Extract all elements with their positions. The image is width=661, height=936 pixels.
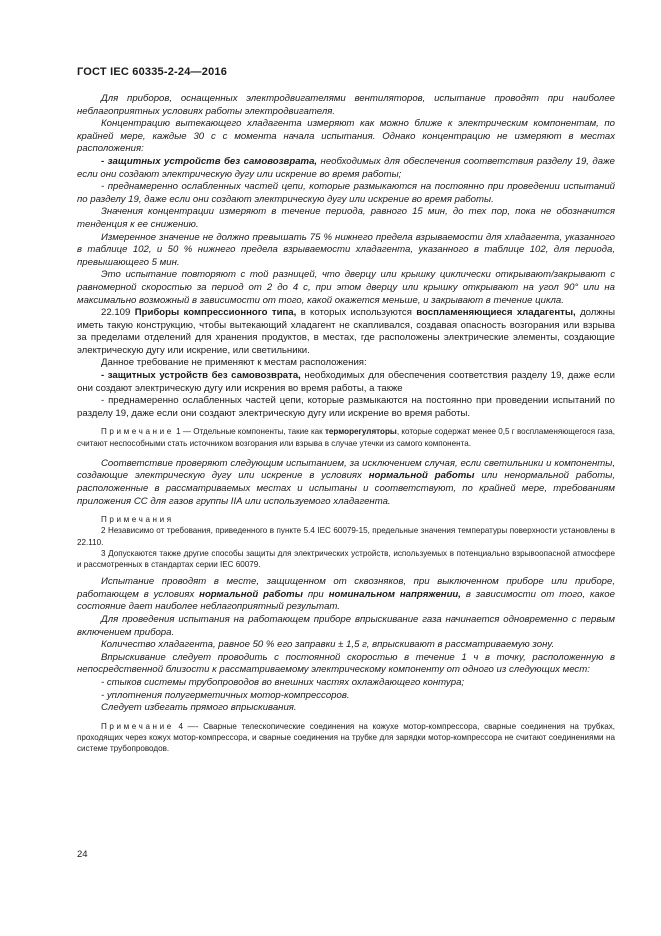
- note-1: Примечание 1 — Отдельные компоненты, такие как терморегуляторы, которые содержат менее 0,5 г воспламеняющегося газа, считают неспособными стать источником возгорания или взрыва в случае утечки из самого компонента.: [77, 427, 615, 448]
- paragraph-gas-injection-start: Для проведения испытания на работающем приборе впрыскивание газа начинается одновременно с первым включением прибора.: [77, 614, 615, 638]
- paragraph-measured-value: Измеренное значение не должно превышать 75 % нижнего предела взрываемости для хладагента, указанного в таблице 102, и 50 % нижнего предела взрываемости хладагента, указанного в таблице 102, для периода, превышающего 5 мин.: [77, 231, 615, 268]
- note-2: 2 Независимо от требования, приведенного в пункте 5.4 IEC 60079-15, предельные значения температуры поверхности установлены в 22.110.: [77, 526, 615, 547]
- clause-number: 22.109: [101, 307, 135, 319]
- paragraph-door-cycle: Это испытание повторяют с той разницей, что дверцу или крышку циклически открывают/закрывают с равномерной скоростью за период от 2 до 4 с, при этом дверцу или крышку открывают на угол 90° или на максимально возможный в зависимости от того, какой окажется меньше, и закрывают в течение цикла.: [77, 269, 615, 306]
- page-number: 24: [77, 849, 88, 860]
- clause-22-109: 22.109 Приборы компрессионного типа, в которых используются воспламеняющиеся хладагенты, должны иметь такую конструкцию, чтобы вытекающий хладагент не скапливался, создавая опасность возгорания или взрыва за пределами отделений для хранения продуктов, в местах, где расположены электрические элементы, создающие электрическую дугу или искрение, или светильники.: [77, 307, 615, 356]
- list-item-weakened-parts: - преднамеренно ослабленных частей цепи, которые размыкаются на постоянно при проведении испытаний по разделу 19, даже если они создают электрическую дугу или искрение во время работы.: [77, 181, 615, 205]
- note-4: Примечание 4 —- Сварные телескопические соединения на кожухе мотор-компрессора, сварные соединения на трубках, проходящих через кожух мотор-компрессора, и сварные соединения на трубке для зарядки мотор-компрессора не считают соединениями на системе трубопроводов.: [77, 721, 615, 754]
- document-header: ГОСТ IEC 60335-2-24—2016: [77, 66, 228, 78]
- paragraph-exceptions: Данное требование не применяют к местам расположения:: [101, 357, 367, 369]
- notes-heading: Примечания: [101, 515, 174, 525]
- list-item-protective-devices-2: - защитных устройств без самовозврата, необходимых для обеспечения соответствия разделу 19, даже если они создают электрическую дугу или искрения во время работы, а также: [77, 370, 615, 394]
- document-body: [77, 93, 615, 754]
- paragraph-fan-motors: Для приборов, оснащенных электродвигателями вентиляторов, испытание проводят при наиболее неблагоприятных условиях работы электродвигателя.: [77, 93, 615, 117]
- paragraph-test-location: Испытание проводят в месте, защищенном от сквозняков, при выключенном приборе или приборе, работающем в условиях нормальной работы при номинальном напряжении, в зависимости от того, какое состояние дает наиболее неблагоприятный результат.: [77, 576, 615, 613]
- paragraph-refrigerant-amount: Количество хладагента, равное 50 % его заправки ± 1,5 г, впрыскивают в рассматриваемую зону.: [101, 639, 555, 651]
- paragraph-injection-rate: Впрыскивание следует проводить с постоянной скоростью в течение 1 ч в точку, расположенную в непосредственной близости к рассматриваемому электрическому компоненту от одного из следующих мест:: [77, 651, 615, 676]
- paragraph-avoid-direct-injection: Следует избегать прямого впрыскивания.: [101, 702, 297, 714]
- list-item-protective-devices: - защитных устройств без самовозврата, необходимых для обеспечения соответствия разделу 19, даже если они создают электрическую дугу или искрение во время работы;: [77, 155, 615, 180]
- paragraph-compliance: Соответствие проверяют следующим испытанием, за исключением случая, если светильники и компоненты, создающие электрическую дугу или искрение в условиях нормальной работы или ненормальной работы, расположенные в рассматриваемых местах и испытаны и соответствуют, по крайней мере, требованиям приложения СС для газов группы IIA или используемого хладагента.: [77, 457, 615, 507]
- note-label: Примечание: [101, 427, 174, 437]
- list-item-weakened-parts-2: - преднамеренно ослабленных частей цепи, которые размыкаются на постоянно при проведении испытаний по разделу 19, даже если они создают электрическую дугу или искрение во время работы.: [77, 395, 615, 419]
- paragraph-concentration: Концентрацию вытекающего хладагента измеряют как можно ближе к электрическим компонентам, по крайней мере, каждые 30 с с момента начала испытания. Однако концентрацию не измеряют в местах расположения:: [77, 118, 615, 155]
- note-label: Примечание: [101, 721, 174, 731]
- term-protective-devices: - защитных устройств без самовозврата,: [101, 155, 318, 167]
- list-item-pipe-joints: - стыков системы трубопроводов во внешних частях охлаждающего контура;: [101, 676, 465, 688]
- paragraph-measure-period: Значения концентрации измеряют в течение периода, равного 15 мин, до тех пор, пока не обозначится тенденция к ее снижению.: [77, 206, 615, 230]
- note-3: 3 Допускаются также другие способы защиты для электрических устройств, используемых в потенциально взрывоопасной атмосфере и рассмотренных в стандартах серии IEC 60079.: [77, 548, 615, 570]
- list-item-compressor-seals: - уплотнения полугерметичных мотор-компрессоров.: [101, 689, 350, 701]
